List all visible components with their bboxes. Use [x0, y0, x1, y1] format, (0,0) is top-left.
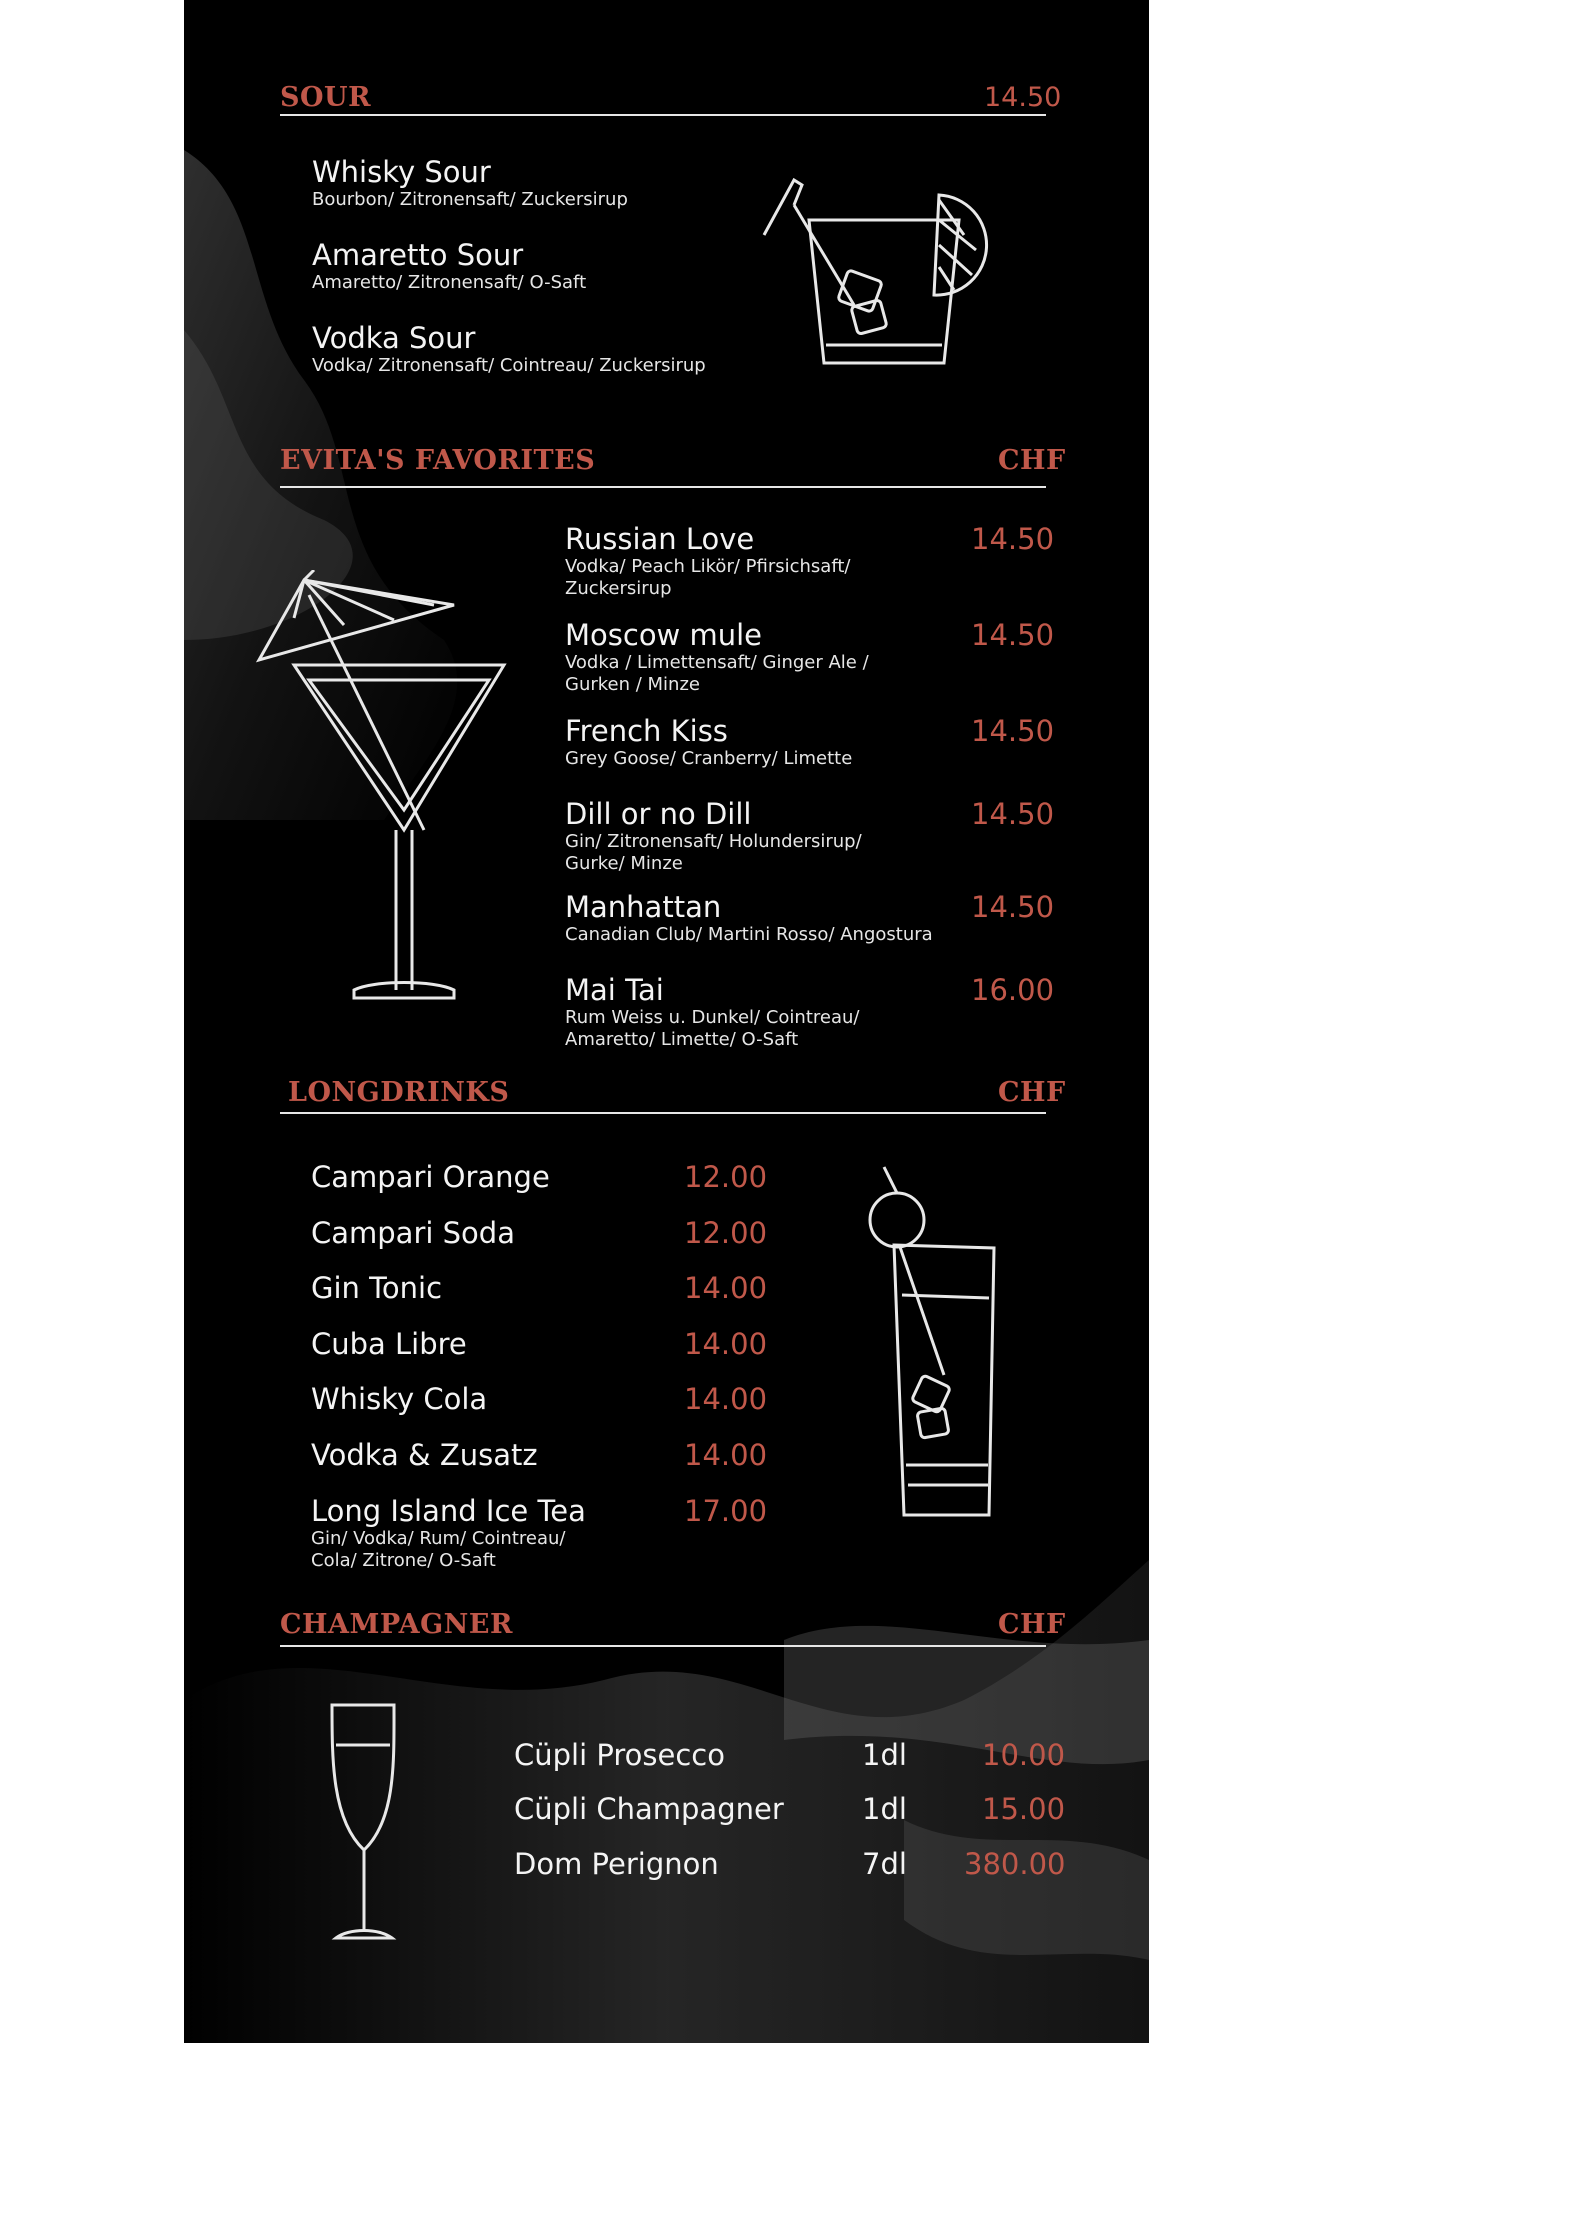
menu-item: [565, 522, 925, 600]
section-title-champagner: CHAMPAGNER: [280, 1609, 513, 1640]
item-quantity: 7dl: [862, 1847, 907, 1881]
item-description: Vodka / Limettensaft/ Ginger Ale / Gurken / Minze: [565, 652, 869, 695]
divider: [280, 486, 1046, 488]
item-name: Cüpli Prosecco: [514, 1738, 725, 1772]
champagne-flute-icon: [324, 1700, 404, 1950]
item-price: 380.00: [964, 1847, 1066, 1881]
section-title-sour: SOUR: [280, 82, 372, 113]
item-description: Vodka/ Peach Likör/ Pfirsichsaft/ Zuckersirup: [565, 556, 851, 599]
item-name: Mai Tai: [565, 973, 664, 1007]
currency-label: CHF: [998, 1609, 1066, 1640]
item-price: 14.00: [684, 1271, 768, 1305]
item-name: Gin Tonic: [311, 1271, 443, 1305]
item-quantity: 1dl: [862, 1792, 907, 1826]
item-price: 16.00: [971, 973, 1055, 1007]
sour-glass-icon: [754, 175, 994, 375]
item-price: 17.00: [684, 1494, 768, 1528]
item-price: 12.00: [684, 1160, 768, 1194]
item-name: Vodka Sour: [312, 321, 476, 355]
menu-item: [311, 1494, 591, 1572]
item-name: Long Island Ice Tea: [311, 1494, 586, 1528]
sour-price: 14.50: [984, 82, 1062, 113]
item-quantity: 1dl: [862, 1738, 907, 1772]
item-description: Amaretto/ Zitronensaft/ O-Saft: [312, 272, 587, 293]
item-description: Gin/ Zitronensaft/ Holundersirup/ Gurke/ Minze: [565, 831, 862, 874]
item-name: Moscow mule: [565, 618, 763, 652]
item-name: French Kiss: [565, 714, 728, 748]
item-price: 12.00: [684, 1216, 768, 1250]
item-name: Whisky Sour: [312, 155, 491, 189]
item-name: Dill or no Dill: [565, 797, 752, 831]
item-price: 15.00: [982, 1792, 1066, 1826]
item-price: 14.00: [684, 1327, 768, 1361]
item-name: Russian Love: [565, 522, 755, 556]
item-description: Canadian Club/ Martini Rosso/ Angostura: [565, 924, 933, 945]
menu-item: [565, 973, 925, 1051]
divider: [280, 114, 1046, 116]
menu-item: [565, 890, 945, 946]
highball-glass-icon: [864, 1165, 1004, 1525]
menu-page: [184, 0, 1149, 2043]
section-title-favorites: EVITA'S FAVORITES: [280, 445, 596, 476]
menu-item: [312, 321, 706, 377]
item-price: 10.00: [982, 1738, 1066, 1772]
section-title-longdrinks: LONGDRINKS: [288, 1077, 510, 1108]
item-description: Gin/ Vodka/ Rum/ Cointreau/ Cola/ Zitrone/ O-Saft: [311, 1528, 566, 1571]
item-price: 14.50: [971, 890, 1055, 924]
divider: [280, 1112, 1046, 1114]
item-name: Cuba Libre: [311, 1327, 467, 1361]
menu-item: [312, 238, 586, 294]
item-name: Whisky Cola: [311, 1382, 488, 1416]
martini-glass-icon: [254, 570, 514, 1010]
item-price: 14.00: [684, 1382, 768, 1416]
item-name: Dom Perignon: [514, 1847, 719, 1881]
currency-label: CHF: [998, 445, 1066, 476]
item-name: Campari Soda: [311, 1216, 515, 1250]
item-name: Campari Orange: [311, 1160, 550, 1194]
divider: [280, 1645, 1046, 1647]
menu-item: [565, 797, 925, 875]
menu-item: [312, 155, 628, 211]
item-price: 14.50: [971, 714, 1055, 748]
item-price: 14.00: [684, 1438, 768, 1472]
menu-item: [565, 714, 925, 770]
item-name: Cüpli Champagner: [514, 1792, 784, 1826]
item-name: Manhattan: [565, 890, 722, 924]
item-price: 14.50: [971, 797, 1055, 831]
item-description: Bourbon/ Zitronensaft/ Zuckersirup: [312, 189, 628, 210]
currency-label: CHF: [998, 1077, 1066, 1108]
item-name: Amaretto Sour: [312, 238, 524, 272]
item-description: Grey Goose/ Cranberry/ Limette: [565, 748, 853, 769]
item-price: 14.50: [971, 618, 1055, 652]
item-description: Vodka/ Zitronensaft/ Cointreau/ Zuckersirup: [312, 355, 706, 376]
item-name: Vodka & Zusatz: [311, 1438, 538, 1472]
menu-item: [565, 618, 925, 696]
item-price: 14.50: [971, 522, 1055, 556]
item-description: Rum Weiss u. Dunkel/ Cointreau/ Amaretto/ Limette/ O-Saft: [565, 1007, 860, 1050]
